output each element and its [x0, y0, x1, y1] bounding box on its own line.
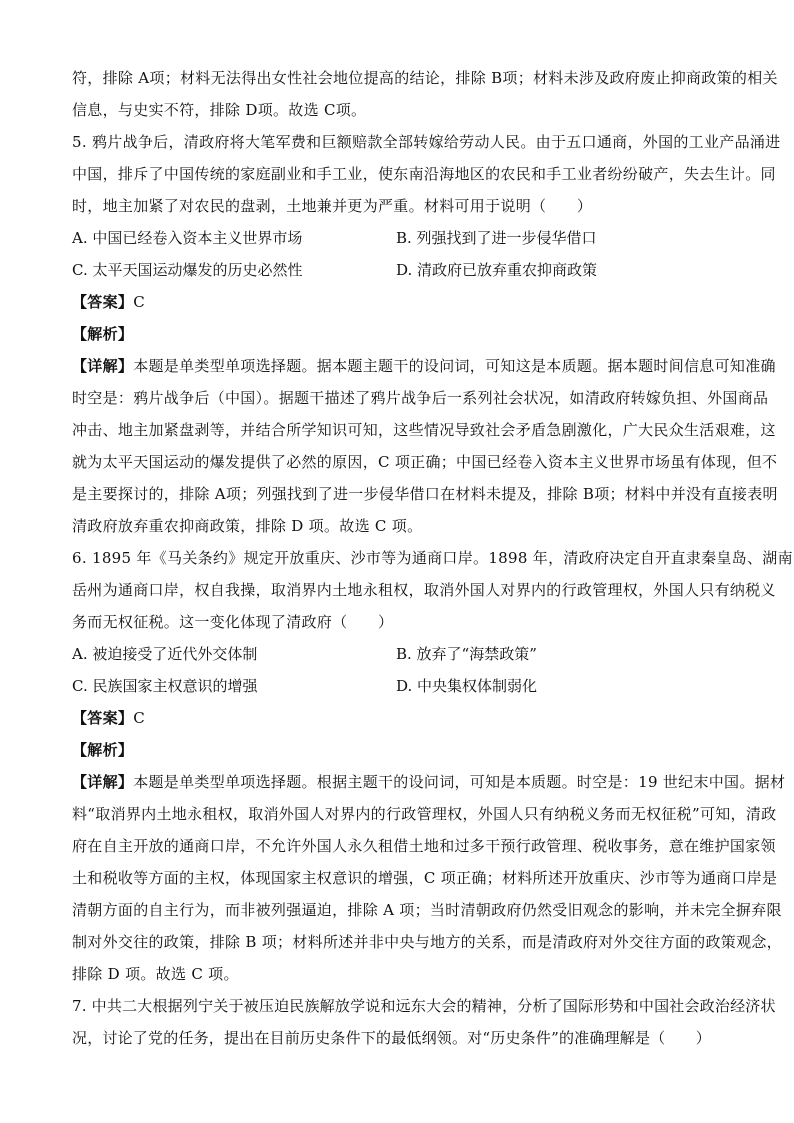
page-content: [72, 62, 793, 1054]
question-stem-line: 5. 鸦片战争后，清政府将大笔军费和巨额赔款全部转嫁给劳动人民。由于五口通商，外国的工业产品涌进: [72, 133, 781, 151]
question-stem-line: 6. 1895 年《马关条约》规定开放重庆、沙市等为通商口岸。1898 年，清政府决定自开直隶秦皇岛、湖南: [72, 549, 793, 567]
answer-value: C: [133, 709, 145, 727]
question-5: [72, 126, 781, 542]
intro-line: 符，排除 A项；材料无法得出女性社会地位提高的结论，排除 B项；材料未涉及政府废止抑商政策的相关: [72, 69, 778, 87]
detail-line: 清朝方面的自主行为，而非被列强逼迫，排除 A 项；当时清朝政府仍然受旧观念的影响，并未完全摒弃限: [72, 901, 782, 919]
analysis-tag: 【解析】: [72, 325, 134, 343]
detail-line: 是主要探讨的，排除 A项；列强找到了进一步侵华借口在材料未提及，排除 B项；材料中并没有直接表明: [72, 485, 778, 503]
detail-line: [72, 766, 786, 798]
option-a: A. 被迫接受了近代外交体制: [72, 645, 258, 663]
detail-line: 制对外交往的政策，排除 B 项；材料所述并非中央与地方的关系，而是清政府对外交往方面的政策观念，: [72, 933, 782, 951]
detail-line: 冲击、地主加紧盘剥等，并结合所学知识可知，这些情况导致社会矛盾急剧激化，广大民众生活艰难，这: [72, 421, 776, 439]
detail-line: 土和税收等方面的主权，体现国家主权意识的增强，C 项正确；材料所述开放重庆、沙市等为通商口岸是: [72, 869, 778, 887]
answer-tag: 【答案】: [72, 709, 134, 727]
question-7: [72, 990, 776, 1054]
options-row: [72, 638, 722, 670]
detail-tag: 【详解】: [72, 773, 134, 791]
answer-value: C: [133, 293, 145, 311]
options-row: [72, 670, 722, 702]
detail-line: 时空是：鸦片战争后（中国）。据题干描述了鸦片战争后一系列社会状况，如清政府转嫁负担、外国商品: [72, 389, 769, 407]
detail-line: 料“取消界内土地永租权，取消外国人对界内的行政管理权，外国人只有纳税义务而无权征税”可知，清政: [72, 805, 777, 823]
options-row: [72, 254, 722, 286]
option-b: B. 放弃了“海禁政策”: [396, 645, 537, 663]
detail-text: 本题是单类型单项选择题。据本题主题干的设问词，可知这是本质题。据本题时间信息可知准确: [133, 357, 776, 375]
question-stem-line: 时，地主加紧了对农民的盘剥，土地兼并更为严重。材料可用于说明（ ）: [72, 197, 593, 215]
option-a: A. 中国已经卷入资本主义世界市场: [72, 229, 303, 247]
detail-tag: 【详解】: [72, 357, 134, 375]
answer-tag: 【答案】: [72, 293, 134, 311]
question-stem-line: 岳州为通商口岸，权自我操，取消界内土地永租权，取消外国人对界内的行政管理权，外国人只有纳税义: [72, 581, 776, 599]
detail-line: 府在自主开放的通商口岸，不允许外国人永久租借土地和过多干预行政管理、税收事务，意在维护国家领: [72, 837, 776, 855]
detail-line: 清政府放弃重农抑商政策，排除 D 项。故选 C 项。: [72, 517, 423, 535]
analysis-tag: 【解析】: [72, 741, 134, 759]
question-6: [72, 542, 793, 990]
question-stem-line: 中国，排斥了中国传统的家庭副业和手工业，使东南沿海地区的农民和手工业者纷纷破产，失去生计。同: [72, 165, 776, 183]
question-stem-line: 务而无权征税。这一变化体现了清政府（ ）: [72, 613, 394, 631]
option-d: D. 中央集权体制弱化: [396, 677, 538, 695]
detail-text: 本题是单类型单项选择题。根据主题干的设问词，可知是本质题。时空是：19 世纪末中国。据材: [133, 773, 786, 791]
intro-line: 信息，与史实不符，排除 D项。故选 C项。: [72, 101, 367, 119]
option-c: C. 民族国家主权意识的增强: [72, 677, 258, 695]
option-b: B. 列强找到了进一步侵华借口: [396, 229, 597, 247]
option-c: C. 太平天国运动爆发的历史必然性: [72, 261, 303, 279]
options-row: [72, 222, 722, 254]
question-stem-line: 况，讨论了党的任务，提出在目前历史条件下的最低纲领。对“历史条件”的准确理解是（ ）: [72, 1029, 711, 1047]
answer-line: [72, 286, 722, 318]
option-d: D. 清政府已放弃重农抑商政策: [396, 261, 598, 279]
detail-line: 就为太平天国运动的爆发提供了必然的原因，C 项正确；中国已经卷入资本主义世界市场虽有体现，但不: [72, 453, 778, 471]
detail-line: [72, 350, 776, 382]
answer-line: [72, 702, 722, 734]
detail-line: 排除 D 项。故选 C 项。: [72, 965, 239, 983]
question-stem-line: 7. 中共二大根据列宁关于被压迫民族解放学说和远东大会的精神，分析了国际形势和中国社会政治经济状: [72, 997, 776, 1015]
